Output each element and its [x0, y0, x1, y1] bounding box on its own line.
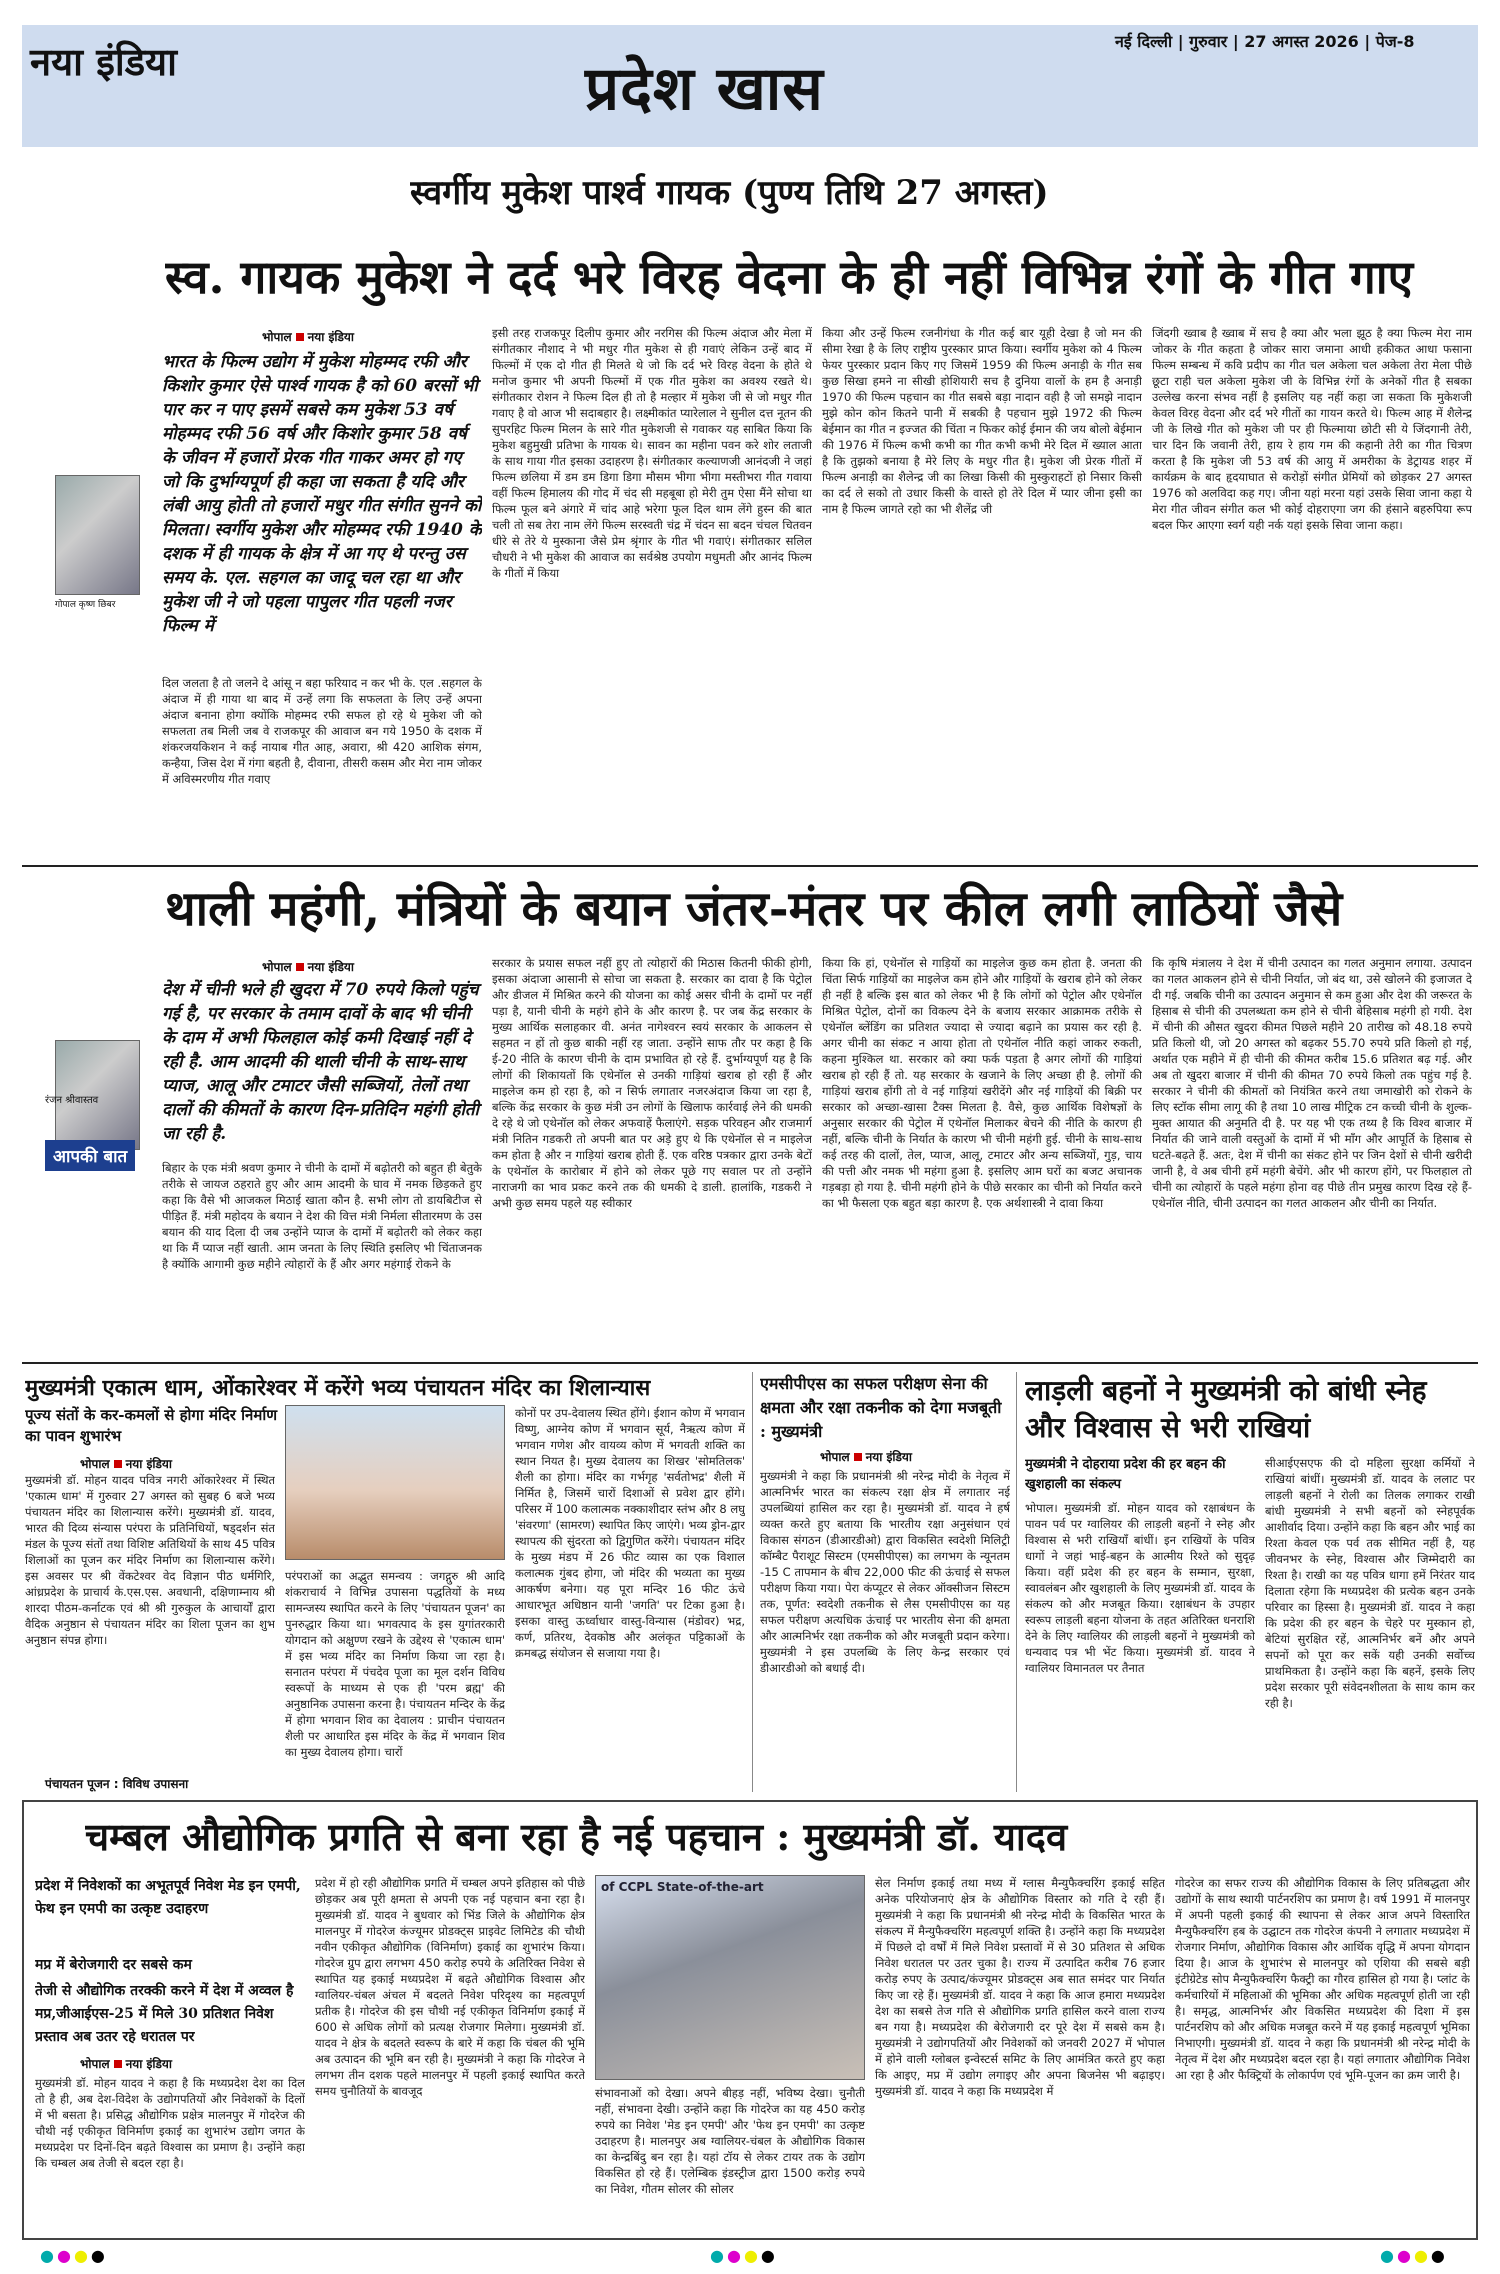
article3-col1-tail: पंचायतन पूजन : विविध उपासना — [45, 1777, 189, 1791]
color-registration-marks: ●●●● — [40, 2246, 108, 2265]
article5-subhead: मुख्यमंत्री ने दोहराया प्रदेश की हर बहन की खुशहाली का संकल्प — [1025, 1457, 1226, 1492]
article6-col3: संभावनाओं को देखा। अपने बीहड़ नहीं, भविष्य देखा। चुनौती नहीं, संभावना देखी। उन्होंने कहा कि गोदरेज का यह 450 करोड़ रुपये का निवेश 'मेड इन एमपी' और 'फेथ इन एमपी' का उत्कृष्ट उदाहरण है। मालनपुर अब ग्वालियर-चंबल के औद्योगिक विकास का केन्द्रबिंदु बन रहा है। यहां टॉय से लेकर टायर तक के उद्योग विकसित हो रहे हैं। एलेम्बिक इंडस्ट्रीज द्वारा 1500 करोड़ रुपये का निवेश, गौतम सोलर की सोलर — [595, 2086, 865, 2196]
photo-caption: गोपाल कृष्ण छिबर — [55, 600, 116, 610]
author-photo — [55, 475, 140, 595]
newspaper-brand: नया इंडिया — [30, 39, 177, 84]
divider — [1016, 1372, 1017, 1792]
photo-banner-text: of CCPL State-of-the-art — [601, 1880, 764, 1894]
article6-col2: प्रदेश में हो रही औद्योगिक प्रगति में चम्बल अपने इतिहास को पीछे छोड़कर अब पूरी क्षमता से अपनी एक नई पहचान बना रहा है। मुख्यमंत्री डॉ. यादव ने बुधवार को भिंड जिले के औद्योगिक क्षेत्र मालनपुर में गोदरेज कंज्यूमर प्रोडक्ट्स प्राइवेट लिमिटेड की चौथी नवीन एकीकृत औद्योगिक (विनिर्माण) इकाई का शुभारंभ किया। गोदरेज ग्रुप द्वारा लगभग 450 करोड़ रुपये के अतिरिक्त निवेश से स्थापित यह इकाई मध्यप्रदेश में बढ़ते औद्योगिक विश्वास और ग्वालियर-चंबल अंचल में बदलते निवेश परिदृश्य का महत्वपूर्ण प्रतीक है। गोदरेज की इस चौथी नई एकीकृत विनिर्माण इकाई में 600 से अधिक लोगों को प्रत्यक्ष रोजगार मिलेगा। मुख्यमंत्री डॉ. यादव ने क्षेत्र के बदलते स्वरूप के बारे में कहा कि चंबल की भूमि अब उत्पादन की भूमि बन रही है। मुख्यमंत्री ने कहा कि गोदरेज ने लगभग तीन दशक पहले मालनपुर में पहली इकाई स्थापित करते समय चुनौतियों के बावजूद — [315, 1876, 585, 2098]
article4-byline: भोपाल नया इंडिया — [820, 1450, 913, 1464]
article6-col4: सेल निर्माण इकाई तथा मध्य में ग्लास मैन्युफैक्चरिंग इकाई सहित अनेक परियोजनाएं क्षेत्र के औद्योगिक विस्तार को गति दे रही हैं। मुख्यमंत्री ने कहा कि प्रधानमंत्री श्री नरेन्द्र मोदी के विकसित भारत के संकल्प में मैन्युफैक्चरिंग महत्वपूर्ण शक्ति है। उन्होंने कहा कि मध्यप्रदेश में पिछले दो वर्षों में मिले निवेश प्रस्तावों में से 30 प्रतिशत से अधिक निवेश धरातल पर उतर चुका है। राज्य में उत्पादित करीब 76 हजार करोड़ रुपए के उत्पाद/कंज्यूमर प्रोडक्ट्स अब सात समंदर पार निर्यात किए जा रहे हैं। मुख्यमंत्री डॉ. यादव ने कहा कि आज हमारा मध्यप्रदेश देश का सबसे तेज गति से औद्योगिक प्रगति हासिल करने वाला राज्य बन गया है। मध्यप्रदेश की बेरोजगारी दर पूरे देश में सबसे कम है। मुख्यमंत्री ने उद्योगपतियों और निवेशकों को जनवरी 2027 में भोपाल में होने वाली ग्लोबल इन्वेस्टर्स समिट के लिए आमंत्रित करते हुए कहा कि आइए, मप्र में उद्योग लगाइए और अपना बिजनेस भी बढ़ाइए। मुख्यमंत्री डॉ. यादव ने कहा कि मध्यप्रदेश में — [875, 1876, 1165, 2098]
article2-col1: बिहार के एक मंत्री श्रवण कुमार ने चीनी के दामों में बढ़ोतरी को बहुत ही बेतुके तरीके से जायज ठहराते हुए और आम आदमी के घाव में नमक छिड़कते हुए कहा कि वैसे भी आजकल मिठाई खाता कौन है. सभी लोग तो डायबिटीज से पीड़ित हैं. मंत्री महोदय के बयान ने देश की वित्त मंत्री निर्मला सीतारमण के उस बयान की याद दिला दी जब उन्होंने प्याज के दामों में बढ़ोतरी को लेकर कहा था कि मैं प्याज नहीं खाती. आम जनता के लिए स्थिति इसलिए भी चिंताजनक है क्योंकि आगामी कुछ महीने त्योहारों के हैं और अगर महंगाई रोकने के — [162, 1161, 482, 1271]
section-title: प्रदेश खास — [585, 54, 824, 124]
article1-byline: भोपाल नया इंडिया — [262, 330, 355, 344]
article6-col5: गोदरेज का सफर राज्य की औद्योगिक विकास के लिए प्रतिबद्धता और उद्योगों के साथ स्थायी पार्टनरशिप का प्रमाण है। वर्ष 1991 में मालनपुर में अपनी पहली इकाई की स्थापना से लेकर आज अपने विस्तारित मैन्युफैक्चरिंग हब के उद्घाटन तक गोदरेज कंपनी ने लगातार मध्यप्रदेश में रोजगार निर्माण, औद्योगिक विकास और आर्थिक वृद्धि में अपना योगदान दिया है। आज के शुभारंभ से मालनपुर को एशिया की सबसे बड़ी इंटीग्रेटेड सोप मैन्युफैक्चरिंग फैक्ट्री का गौरव हासिल हो गया है। प्लांट के कर्मचारियों में महिलाओं की भूमिका और अधिक महत्वपूर्ण होती जा रही है। समृद्ध, आत्मनिर्भर और विकसित मध्यप्रदेश की दिशा में इस पार्टनरशिप को और अधिक मजबूत करने में यह इकाई महत्वपूर्ण भूमिका निभाएगी। मुख्यमंत्री डॉ. यादव ने कहा कि प्रधानमंत्री श्री नरेन्द्र मोदी के नेतृत्व में देश और मध्यप्रदेश बदल रहा है। यहां लगातार औद्योगिक निवेश आ रहा है और फैक्ट्रियों के लोकार्पण एवं भूमि-पूजन का क्रम जारी है। — [1175, 1876, 1470, 2082]
article2-lead: देश में चीनी भले ही खुदरा में 70 रुपये किलो पहुंच गई है, पर सरकार के तमाम दावों के बाद भी चीनी के दाम में अभी फिलहाल कोई कमी दिखाई नहीं दे रही है. आम आदमी की थाली चीनी के साथ-साथ प्याज, आलू और टमाटर जैसी सब्जियों, तेलों तथा दालों की कीमतों के कारण दिन-प्रतिदिन महंगी होती जा रही है. — [162, 980, 479, 1144]
article1-headline: स्व. गायक मुकेश ने दर्द भरे विरह वेदना के ही नहीं विभिन्न रंगों के गीत गाए — [165, 250, 1414, 304]
event-photo — [595, 1875, 865, 2080]
article3-byline: भोपाल नया इंडिया — [80, 1457, 173, 1471]
dateline: नई दिल्ली | गुरुवार | 27 अगस्त 2026 | पेज-8 — [1115, 32, 1415, 51]
article6-byline: भोपाल नया इंडिया — [80, 2057, 173, 2071]
article6-sub2: मप्र में बेरोजगारी दर सबसे कम — [35, 1957, 192, 1973]
article3-col2: परंपराओं का अद्भुत समन्वय : जगद्गुरु श्री आदि शंकराचार्य ने विभिन्न उपासना पद्धतियों के मध्य सामन्जस्य स्थापित करने के लिए 'पंचायतन पूजन' का पुनरुद्धार किया था। भगवत्पाद के इस युगांतरकारी योगदान को अक्षुण्ण रखने के उद्देश्य से 'एकात्म धाम' में इस भव्य मंदिर का निर्माण किया जा रहा है। सनातन परंपरा में पंचदेव पूजा का मूल दर्शन विविध स्वरूपों के माध्यम से एक ही 'परम ब्रह्म' की अनुष्ठानिक उपासना करना है। पंचायतन मन्दिर के केंद्र में होगा भगवान शिव का देवालय : प्राचीन पंचायतन शैली पर आधारित इस मंदिर के केंद्र में भगवान शिव का मुख्य देवालय होगा। चारों — [285, 1569, 505, 1759]
article3-col1: मुख्यमंत्री डॉ. मोहन यादव पवित्र नगरी ओंकारेश्वर में स्थित 'एकात्म धाम' में गुरुवार 27 अगस्त को सुबह 6 बजे भव्य पंचायतन मंदिर का शिलान्यास करेंगे। मुख्यमंत्री डॉ. यादव, भारत की दिव्य संन्यास परंपरा के प्रतिनिधियों, षड्दर्शन संत मंडल के पूज्य संतों तथा विशिष्ट अतिथियों के साथ 45 पवित्र शिलाओं का पूजन कर मंदिर निर्माण का शिलान्यास करेंगे। इस अवसर पर श्री वेंकटेश्वर वेद विज्ञान पीठ धर्मगिरि, आंध्रप्रदेश के प्राचार्य के.एस.एस. अवधानी, दक्षिणाम्नाय श्री शारदा पीठम-कर्नाटक एवं श्री श्री गुरुकुल के आचार्यों द्वारा वैदिक अनुष्ठान से पंचायतन मंदिर का शिला पूजन का शुभ अनुष्ठान संपन्न होगा। — [25, 1473, 275, 1647]
article6-col1: मुख्यमंत्री डॉ. मोहन यादव ने कहा है कि मध्यप्रदेश देश का दिल तो है ही, अब देश-विदेश के उद्योगपतियों और निवेशकों के दिलों में भी बसता है। प्रसिद्ध औद्योगिक प्रक्षेत्र मालनपुर में गोदरेज की चौथी नई एकीकृत विनिर्माण इकाई का शुभारंभ उद्योग जगत के मध्यप्रदेश पर दिनों-दिन बढ़ते विश्वास का प्रमाण है। उन्होंने कहा कि चम्बल अब तेजी से बदल रहा है। — [35, 2076, 305, 2170]
article3-subhead: पूज्य संतों के कर-कमलों से होगा मंदिर निर्माण का पावन शुभारंभ — [25, 1406, 278, 1445]
article5-headline: लाड़ली बहनों ने मुख्यमंत्री को बांधी स्नेह और विश्वास से भरी राखियां — [1025, 1374, 1427, 1444]
article3-col3: कोनों पर उप-देवालय स्थित होंगे। ईशान कोण में भगवान विष्णु, आग्नेय कोण में भगवान सूर्य, नैऋत्य कोण में भगवान गणेश और वायव्य कोण में भगवती शक्ति का स्थान नियत है। मुख्य देवालय का शिखर 'सोमतिलक' शैली का होगा। मंदिर का गर्भगृह 'सर्वतोभद्र' शैली में निर्मित है, जिसमें चारों दिशाओं से प्रवेश द्वार होंगे। परिसर में 100 कलात्मक नक्काशीदार स्तंभ और 8 लघु 'संवरणा' (सामरण) स्थापित किए जाएंगे। भव्य ड्रोन-द्वार स्थापत्य की सुंदरता को द्विगुणित करेंगे। पंचायतन मंदिर के मुख्य मंडप में 26 फीट व्यास का एक विशाल कलात्मक गुंबद होगा, जो मंदिर की भव्यता का मुख्य आकर्षण बनेगा। यह पूरा मन्दिर 16 फीट ऊंचे आधारभूत अधिष्ठान यानी 'जगति' पर टिका हुआ है। इसका वास्तु ऊर्ध्वाधार वास्तु-विन्यास (मंडोवर) भद्र, कर्ण, प्रतिरथ, देवकोष्ठ और अलंकृत पट्टिकाओं के क्रमबद्ध संयोजन से सजाया गया है। — [515, 1406, 745, 1660]
column-tag: आपकी बात — [45, 1140, 135, 1171]
article6-sub1: प्रदेश में निवेशकों का अभूतपूर्व निवेश मेड इन एमपी, फेथ इन एमपी का उत्कृष्ट उदाहरण — [35, 1878, 301, 1917]
color-registration-marks: ●●●● — [1380, 2246, 1448, 2265]
article3-headline: मुख्यमंत्री एकात्म धाम, ओंकारेश्वर में करेंगे भव्य पंचायतन मंदिर का शिलान्यास — [25, 1375, 651, 1401]
article1-col2: इसी तरह राजकपूर दिलीप कुमार और नरगिस की फिल्म अंदाज और मेला में संगीतकार नौशाद ने भी मधुर गीत मुकेश से ही गवाएं लेकिन उन्हें बाद में फिल्मों में एक दो गीत ही मिलते थे जो कि दर्द भरे विरह वेदना के होते थे मनोज कुमार भी अपनी फिल्मों में एक गीत मुकेश का अवश्य रखते थे। संगीतकार रोशन ने फिल्म दिल ही तो है मल्हार में मुकेश जी से जो मधुर गीत गवाए है वो आज भी सदाबहार है। लक्ष्मीकांत प्यारेलाल ने सुनील दत्त नूतन की सुपरहिट फिल्म मिलन के सारे गीत मुकेशजी से गवाकर यह साबित किया कि मुकेश बहुमुखी प्रतिभा के गायक थे। सावन का महीना पवन करे शोर लताजी के साथ गाया गीत इसका उदाहरण है। संगीतकार कल्याणजी आनंदजी ने जहां फिल्म छलिया में डम डम डिगा डिगा मौसम भीगा भीगा मस्तीभरा गीत गवाया वहीं फिल्म हिमालय की गोद में चंद सी महबूबा हो मेरी तुम ऐसा मैंने सोचा था फिल्म फूल बने अंगारे में चांद आहे भरेगा फूल दिल थाम लेंगे हुस्न की बात चली तो सब तेरा नाम लेंगे फिल्म सरस्वती चंद्र में चंदन सा बदन चंचल चितवन धीरे से तेरे ये मुस्काना जैसे प्रेम श्रृंगार के गीत भी गवाएं। संगीतकार सलिल चौधरी ने भी मुकेश की आवाज का सर्वश्रेष्ठ उपयोग मधुमती और आनंद फिल्म के गीतों में किया — [492, 326, 812, 580]
color-registration-marks: ●●●● — [710, 2246, 778, 2265]
article2-byline: भोपाल नया इंडिया — [262, 960, 355, 974]
article4-headline: एमसीपीएस का सफल परीक्षण सेना की क्षमता और रक्षा तकनीक को देगा मजबूती : मुख्यमंत्री — [760, 1374, 1002, 1441]
divider — [22, 865, 1478, 867]
article2-col2: सरकार के प्रयास सफल नहीं हुए तो त्योहारों की मिठास कितनी फीकी होगी, इसका अंदाजा आसानी से सोचा जा सकता है. सरकार का दावा है कि पेट्रोल और डीजल में मिश्रित करने की योजना का कोई असर चीनी के दामों पर नहीं पड़ा है, यानी चीनी के महंगे होने के और कारण है. पर जब केंद्र सरकार के मुख्य आर्थिक सलाहकार वी. अनंत नागेश्वरन स्वयं सरकार के आकलन से सहमत न हों तो कुछ बाकी नहीं रह जाता. उन्होंने साफ तौर पर कहा है कि ई-20 नीति के कारण चीनी के दाम प्रभावित हो रहे हैं. दुर्भाग्यपूर्ण यह है कि लोगों की शिकायतों कि एथेनॉल से उनकी गाड़ियां खराब हो रही हैं और माइलेज कम हो रहा है, को न सिर्फ लगातार नजरअंदाज किया जा रहा है, बल्कि केंद्र सरकार के कुछ मंत्री उन लोगों के खिलाफ कार्रवाई लेने की धमकी दे रहे थे जो एथेनॉल को लेकर अफवाहें फैलाएंगे. सड़क परिवहन और राजमार्ग मंत्री नितिन गडकरी तो अपनी बात पर अड़े हुए थे कि एथेनॉल से न माइलेज कम होता है और न गाड़ियां खराब होती हैं. एक वरिष्ठ पत्रकार द्वारा उनके बेटों के एथेनॉल के कारोबार में होने को लेकर पूछे गए सवाल पर तो उन्होंने नाराजगी का भाव प्रकट करने तक की धमकी दे डाली. हालांकि, गडकरी ने अभी कुछ समय पहले यह स्वीकार — [492, 956, 812, 1210]
article6-sub3: तेजी से औद्योगिक तरक्की करने में देश में अव्वल है मप्र,जीआईएस-25 में मिले 30 प्रतिशत निवेश प्रस्ताव अब उतर रहे धरातल पर — [35, 1983, 294, 2045]
article1-col3: किया और उन्हें फिल्म रजनीगंधा के गीत कई बार यूही देखा है जो मन की सीमा रेखा है के लिए राष्ट्रीय पुरस्कार प्राप्त किया। स्वर्गीय मुकेश को 4 फिल्म फेयर पुरस्कार प्रदान किए गए जिसमें 1959 की फिल्म अनाड़ी के गीत सब कुछ सिखा हमने ना सीखी होशियारी सच है दुनिया वालों के हम है अनाड़ी 1970 की फिल्म पहचान का गीत सबसे बड़ा नादान वही है जो समझे नादान मुझे कोन कोन कितने पानी में सबकी है पहचान मुझे 1972 की फिल्म बेईमान का गीत न इज्जत की चिंता न फिकर कोई ईमान की जय बोलो बेईमान की 1976 में फिल्म कभी कभी का गीत कभी कभी मेरे दिल में ख्याल आता है कि तुझको बनाया है मेरे लिए के मधुर गीत है। मुकेश जी प्रेरक गीतों में फिल्म अनाड़ी का शैलेन्द्र जी का लिखा किसी की मुस्कुराहटों हो निसार किसी का दर्द ले सको तो उधार किसी के वास्ते हो तेरे दिल में प्यार जीना इसी का नाम है फिल्म जागते रहो का भी शैलेंद्र जी — [822, 326, 1142, 516]
photo-caption: रंजन श्रीवास्तव — [45, 1095, 99, 1106]
article2-col4: कि कृषि मंत्रालय ने देश में चीनी उत्पादन का गलत अनुमान लगाया. उत्पादन का गलत आकलन होने से चीनी निर्यात, जो बंद था, उसे खोलने की इजाजत दे दी गई. जबकि चीनी का उत्पादन अनुमान से कम हुआ और देश की जरूरत के हिसाब से चीनी की उपलब्धता कम होने से चीनी बेहिसाब महंगी हो गयी. देश में चीनी की औसत खुदरा कीमत पिछले महीने 20 तारीख को 48.18 रुपये प्रति किलो थी, जो 20 अगस्त को बढ़कर 55.70 रुपये प्रति किलो हो गई, अर्थात एक महीने में ही चीनी की कीमत करीब 15.6 प्रतिशत बढ़ गई. और अब तो खुदरा बाजार में चीनी की कीमत 70 रुपये किलो तक पहुंच गई है. सरकार ने चीनी की कीमतों को नियंत्रित करने तथा जमाखोरी को रोकने के लिए स्टॉक सीमा लागू की है तथा 10 लाख मीट्रिक टन कच्ची चीनी के शुल्क-मुक्त आयात की अनुमति दी है. पर यह भी एक तथ्य है कि विश्व बाजार में निर्यात की जाने वाली वस्तुओं के दामों में भी माँग और आपूर्ति के हिसाब से घटते-बढ़ते हैं. अतः, देश में चीनी का संकट होने पर जिन देशों से चीनी खरीदी जानी है, वे अब चीनी हमें महंगी बेचेंगे. और भी कारण होंगे, पर फिलहाल तो चीनी का त्योहारों के पहले महंगा होना वह पीछे तीन प्रमुख कारण दिख रहे हैं- एथेनॉल नीति, चीनी उत्पादन का गलत आकलन और चीनी का निर्यात. — [1152, 956, 1472, 1210]
article1-col1: दिल जलता है तो जलने दे आंसू न बहा फरियाद न कर भी के. एल .सहगल के अंदाज में ही गाया था बाद में उन्हें लगा कि सफलता के लिए उन्हें अपना अंदाज बनाना होगा क्योंकि मोहम्मद रफी सफल हो रहे थे मुकेश जी को सफलता तब मिली जब वे राजकपूर की आवाज बन गये 1950 के दशक में शंकरजयकिशन ने कई नायाब गीत आह, अवारा, श्री 420 आशिक संगम, कन्हैया, जिस देश में गंगा बहती है, दीवाना, तीसरी कसम और मेरा नाम जोकर में अविस्मरणीय गीत गवाए — [162, 676, 482, 786]
article1-col4: जिंदगी ख्वाब है ख्वाब में सच है क्या और भला झूठ है क्या फिल्म मेरा नाम जोकर के गीत कहता है जोकर सारा जमाना आधी हकीकत आधा फसाना फिल्म सम्बन्ध में कवि प्रदीप का गीत चल अकेला चल अकेला तेरा मेला पीछे छूटा राही चल अकेला मुकेश जी के विभिन्न रंगों के अनेकों गीत है सबका उल्लेख करना संभव नहीं है इसलिए यह नहीं कहा जा सकता कि मुकेशजी केवल विरह वेदना और दर्द भरे गीतों का गायन करते थे। फिल्म आह में शैलेन्द्र जी के लिखे गीत को मुकेश जी पर ही फिल्माया छोटी सी ये जिंदगानी तेरी, चार दिन कि जवानी तेरी, हाय रे हाय गम की कहानी तेरी का गीत चित्रण करता है कि मुकेश जी 53 वर्ष की आयु में अमरीका के डेट्रायड शहर में कार्यक्रम के बाद हृदयाघात से करोड़ों संगीत प्रेमियों को छोड़कर 27 अगस्त 1976 को अलविदा कह गए। जीना यहां मरना यहां उसके सिवा जाना कहा ये मेरा गीत जीवन संगीत कल भी कोई दोहराएगा जग की हंसाने बहरुपिया रूप बदल फिर आएगा स्वर्ग यही नर्क यहां इसके सिवा जाना कहा। — [1152, 326, 1472, 532]
article1-lead: भारत के फिल्म उद्योग में मुकेश मोहम्मद रफी और किशोर कुमार ऐसे पार्श्व गायक है को 60 बरसों भी पार कर न पाए इसमें सबसे कम मुकेश 53 वर्ष मोहम्मद रफी 56 वर्ष और किशोर कुमार 58 वर्ष के जीवन में हजारों प्रेरक गीत गाकर अमर हो गए जो कि दुर्भाग्यपूर्ण ही कहा जा सकता है यदि और लंबी आयु होती तो हजारों मधुर गीत संगीत सुनने को मिलता। स्वर्गीय मुकेश और मोहम्मद रफी 1940 के दशक में ही गायक के क्षेत्र में आ गए थे परन्तु उस समय के. एल. सहगल का जादू चल रहा था और मुकेश जी ने जो पहला पापुलर गीत पहली नजर फिल्म में — [162, 352, 482, 636]
article2-col3: किया कि हां, एथेनॉल से गाड़ियों का माइलेज कुछ कम होता है. जनता की चिंता सिर्फ गाड़ियों का माइलेज कम होने और गाड़ियों के खराब होने को लेकर ही नहीं है बल्कि इस बात को लेकर भी है कि लोगों को पेट्रोल और एथेनॉल मिश्रित पेट्रोल, दोनों का विकल्प देने के बजाय सरकार आक्रामक तरीके से एथेनॉल ब्लेंडिंग का प्रतिशत ज्यादा से ज्यादा बढ़ाने का प्रयास कर रही है. अगर चीनी का संकट न आया होता तो एथेनॉल नीति कहां जाकर रुकती, कहना मुश्किल था. सरकार को क्या फर्क पड़ता है अगर लोगों की गाड़ियां खराब हो रही हैं तो. यह सरकार के खजाने के लिए अच्छा ही है. लोगों की गाड़ियां खराब होंगी तो वे नई गाड़ियां खरीदेंगे और नई गाड़ियों की बिक्री पर सरकार को अच्छा-खासा टैक्स मिलता है. वैसे, कुछ आर्थिक विशेषज्ञों के अनुसार सरकार की पेट्रोल में एथेनॉल मिलाकर बेचने की नीति के कारण ही नहीं, बल्कि चीनी के निर्यात के कारण भी चीनी महंगी हुई. चीनी के साथ-साथ कई तरह की दालों, तेल, प्याज, आलू, टमाटर और अन्य सब्जियों, गुड़, चाय की पत्ती और नमक भी महंगा हुआ है. इसलिए आम घरों का बजट अचानक गड़बड़ा हो गया है. चीनी महंगी होने के पीछे सरकार का चीनी को निर्यात करने का भी फैसला एक बहुत बड़ा कारण है. एक अर्थशास्त्री ने दावा किया — [822, 956, 1142, 1210]
divider — [22, 1362, 1478, 1364]
article4-col1: मुख्यमंत्री ने कहा कि प्रधानमंत्री श्री नरेन्द्र मोदी के नेतृत्व में आत्मनिर्भर भारत का संकल्प रक्षा क्षेत्र में लगातार नई उपलब्धियां हासिल कर रहा है। मुख्यमंत्री डॉ. यादव ने हर्ष व्यक्त करते हुए बताया कि भारतीय रक्षा अनुसंधान एवं विकास संगठन (डीआरडीओ) द्वारा विकसित स्वदेशी मिलिट्री कॉम्बैट पैराशूट सिस्टम (एमसीपीएस) का लगभग के न्यूनतम -15 C तापमान के बीच 22,000 फीट की ऊंचाई से सफल परीक्षण किया गया। पेरा कंप्यूटर से लेकर ऑक्सीजन सिस्टम तक, पूर्णत: स्वदेशी तकनीक से लैस एमसीपीएस का यह सफल परीक्षण अत्यधिक ऊंचाई पर भारतीय सेना की क्षमता और आत्मनिर्भर रक्षा तकनीक को और मजबूती प्रदान करेगा। मुख्यमंत्री ने इस उपलब्धि के लिए केन्द्र सरकार एवं डीआरडीओ को बधाई दी। — [760, 1469, 1010, 1675]
temple-render-image — [285, 1405, 505, 1560]
article5-col1: भोपाल। मुख्यमंत्री डॉ. मोहन यादव को रक्षाबंधन के पावन पर्व पर ग्वालियर की लाड़ली बहनों ने स्नेह और विश्वास से भरी राखियाँ बांधीं। इन राखियों के पवित्र धागों ने जहां भाई-बहन के आत्मीय रिश्ते को सुदृढ़ किया। वहीं प्रदेश की हर बहन के सम्मान, सुरक्षा, स्वावलंबन और खुशहाली के लिए मुख्यमंत्री डॉ. यादव के संकल्प को और मजबूत किया। रक्षाबंधन के उपहार स्वरूप लाड़ली बहना योजना के तहत अतिरिक्त धनराशि देने के लिए ग्वालियर की लाड़ली बहनों ने मुख्यमंत्री को धन्यवाद पत्र भी भेंट किया। मुख्यमंत्री डॉ. यादव ने ग्वालियर विमानतल पर तैनात — [1025, 1501, 1255, 1675]
divider — [752, 1372, 753, 1792]
article5-col2: सीआईएसएफ की दो महिला सुरक्षा कर्मियों ने राखियां बांधीं। मुख्यमंत्री डॉ. यादव के ललाट पर लाड़ली बहनों ने रोली का तिलक लगाकर राखी बांधी मुख्यमंत्री ने सभी बहनों को स्नेहपूर्वक आशीर्वाद दिया। उन्होंने कहा कि बहन और भाई का रिश्ता केवल एक पर्व तक सीमित नहीं है, यह जीवनभर के स्नेह, विश्वास और जिम्मेदारी का रिश्ता है। राखी का यह पवित्र धागा हमें निरंतर याद दिलाता रहेगा कि मध्यप्रदेश की प्रत्येक बहन उनके परिवार का हिस्सा है। मुख्यमंत्री डॉ. यादव ने कहा कि प्रदेश की हर बहन के चेहरे पर मुस्कान हो, बेटियां सुरक्षित रहें, आत्मनिर्भर बनें और अपने सपनों को पूरा कर सकें यही उनकी सर्वोच्च प्राथमिकता है। उन्होंने कहा कि बहनें, इसके लिए प्रदेश सरकार पूरी संवेदनशीलता के साथ काम कर रही है। — [1265, 1456, 1475, 1710]
article2-headline: थाली महंगी, मंत्रियों के बयान जंतर-मंतर पर कील लगी लाठियों जैसे — [165, 881, 1343, 937]
article1-kicker: स्वर्गीय मुकेश पार्श्व गायक (पुण्य तिथि 27 अगस्त) — [410, 173, 1049, 213]
article6-headline: चम्बल औद्योगिक प्रगति से बना रहा है नई पहचान : मुख्यमंत्री डॉ. यादव — [85, 1814, 1068, 1859]
